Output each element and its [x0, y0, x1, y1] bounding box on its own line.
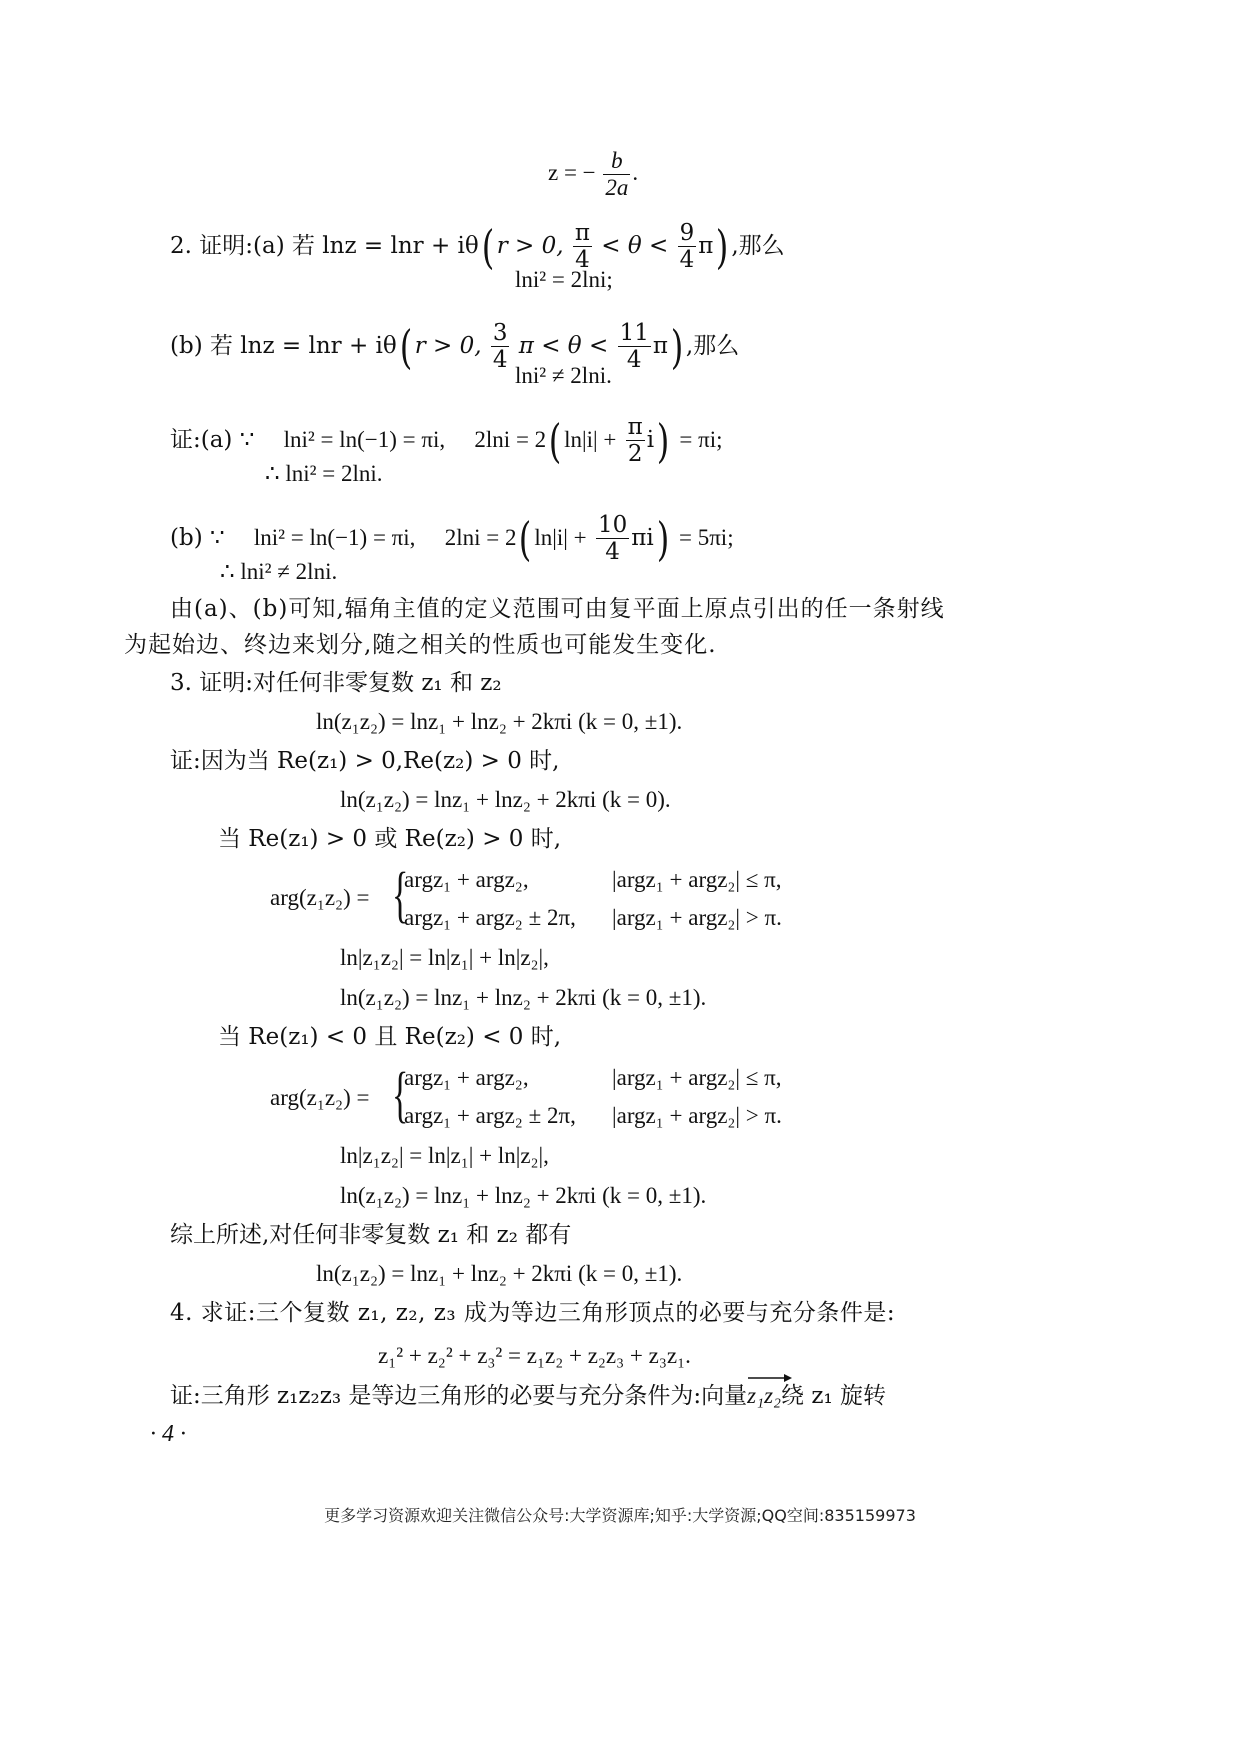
- vector-z1z2: z₁z₂: [747, 1384, 781, 1407]
- ln-sum-2: ln(z₁z₂) = lnz₁ + lnz₂ + 2kπi (k = 0, ±1).: [340, 1183, 707, 1208]
- footer-text: 更多学习资源欢迎关注微信公众号:大学资源库;知乎:大学资源;QQ空间:835159973: [324, 1506, 916, 1525]
- problem-4-proof-start: 证:三角形 z₁z₂z₃ 是等边三角形的必要与充分条件为:向量 z₁z₂绕 z₁ 旋转: [170, 1384, 886, 1408]
- summary-equation: ln(z₁z₂) = lnz₁ + lnz₂ + 2kπi (k = 0, ±1).: [316, 1261, 683, 1286]
- conclusion-line-2: 为起始边、终边来划分,随之相关的性质也可能发生变化.: [124, 632, 717, 658]
- proof-b-line-1: (b) ∵ lni² = ln(−1) = πi, 2lni = 2( ln|i| + $\frac{10}{4}$ πi) = 5πi;: [170, 511, 734, 566]
- arg-lhs-1: arg(z₁z₂) =: [270, 885, 370, 910]
- summary-line: 综上所述,对任何非零复数 z₁ 和 z₂ 都有: [170, 1222, 572, 1248]
- arg-row1-cond-1: |argz₁ + argz₂| ≤ π,: [612, 867, 782, 892]
- equation-2a: lni² = 2lni;: [515, 267, 613, 292]
- conclusion-line-1: 由(a)、(b)可知,辐角主值的定义范围可由复平面上原点引出的任一条射线: [170, 596, 945, 622]
- equation-2b: lni² ≠ 2lni.: [515, 363, 612, 388]
- arg-row2-cond-1: |argz₁ + argz₂| > π.: [612, 905, 782, 930]
- ln-sum-1: ln(z₁z₂) = lnz₁ + lnz₂ + 2kπi (k = 0, ±1).: [340, 985, 707, 1010]
- problem-4-equation: z₁² + z₂² + z₃² = z₁z₂ + z₂z₃ + z₃z₁.: [378, 1343, 691, 1368]
- page-number: · 4 ·: [150, 1421, 186, 1447]
- ln-abs-1: ln|z₁z₂| = ln|z₁| + ln|z₂|,: [340, 945, 549, 970]
- problem-4-statement: 4. 求证:三个复数 z₁, z₂, z₃ 成为等边三角形顶点的必要与充分条件是:: [170, 1300, 896, 1326]
- ln-abs-2: ln|z₁z₂| = ln|z₁| + ln|z₂|,: [340, 1143, 549, 1168]
- arg-row2-cond-2: |argz₁ + argz₂| > π.: [612, 1103, 782, 1128]
- left-brace-2: {: [392, 1061, 409, 1129]
- arg-row2-expr-1: argz₁ + argz₂ ± 2π,: [404, 905, 576, 930]
- problem-3-equation: ln(z₁z₂) = lnz₁ + lnz₂ + 2kπi (k = 0, ±1).: [316, 709, 683, 734]
- left-brace-1: {: [392, 861, 409, 929]
- arg-row1-expr-1: argz₁ + argz₂,: [404, 867, 529, 892]
- proof-a-line-2: ∴ lni² = 2lni.: [265, 461, 383, 486]
- equation-k0: ln(z₁z₂) = lnz₁ + lnz₂ + 2kπi (k = 0).: [340, 787, 671, 812]
- arg-row1-expr-2: argz₁ + argz₂,: [404, 1065, 529, 1090]
- arg-row2-expr-2: argz₁ + argz₂ ± 2π,: [404, 1103, 576, 1128]
- equation-z: z = − $\frac{b}{2a}$ .: [548, 148, 639, 201]
- case-2-heading: 当 Re(z₁) < 0 且 Re(z₂) < 0 时,: [218, 1024, 562, 1050]
- problem-2-statement-a: 2. 证明:(a) 若 lnz = lnr + iθ( r > 0, $\frac{\pi}{4}$ < θ < $\frac{9}{4}$ π) ,那么: [170, 219, 785, 274]
- problem-3-statement: 3. 证明:对任何非零复数 z₁ 和 z₂: [170, 670, 502, 696]
- proof-a-line-1: 证:(a) ∵ lni² = ln(−1) = πi, 2lni = 2( ln|i| + $\frac{\pi}{2}$ i) = πi;: [170, 413, 723, 468]
- problem-3-proof-start: 证:因为当 Re(z₁) > 0,Re(z₂) > 0 时,: [170, 748, 560, 774]
- proof-b-line-2: ∴ lni² ≠ 2lni.: [220, 559, 338, 584]
- arg-row1-cond-2: |argz₁ + argz₂| ≤ π,: [612, 1065, 782, 1090]
- problem-2-statement-b: (b) 若 lnz = lnr + iθ( r > 0, $\frac{3}{4}$ π < θ < $\frac{11}{4}$ π) ,那么: [170, 319, 740, 374]
- case-1-heading: 当 Re(z₁) > 0 或 Re(z₂) > 0 时,: [218, 826, 562, 852]
- arg-lhs-2: arg(z₁z₂) =: [270, 1085, 370, 1110]
